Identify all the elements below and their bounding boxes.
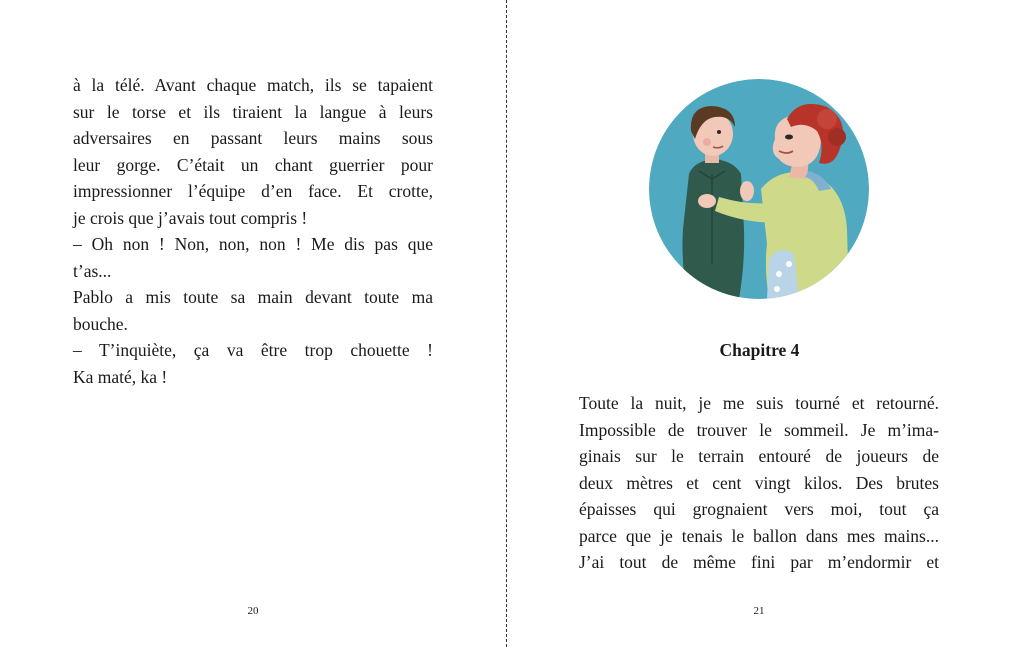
text-line: sur le torse et ils tiraient la langue à leurs — [73, 101, 433, 122]
page-divider — [506, 0, 507, 647]
text-line: Ka maté, ka ! — [73, 366, 168, 387]
text-line: ginais sur le terrain entouré de joueurs de — [579, 446, 939, 466]
text-line: à la télé. Avant chaque match, ils se tapaient — [73, 75, 433, 95]
text-line: épaisses qui grognaient vers moi, tout ça — [579, 499, 939, 519]
text-line: Toute la nuit, je me suis tourné et retourné. — [579, 393, 939, 413]
chapter-title: Chapitre 4 — [719, 340, 800, 360]
text-line: je crois que j’avais tout compris ! — [73, 207, 308, 228]
right-page — [508, 0, 1011, 647]
text-line: impressionner l’équipe d’en face. Et crotte, — [73, 181, 433, 201]
text-line: J’ai tout de même fini par m’endormir et — [579, 552, 939, 572]
text-line: bouche. — [73, 313, 128, 334]
text-line: – T’inquiète, ça va être trop chouette ! — [73, 340, 433, 360]
woman-hand — [698, 194, 716, 208]
text-line: t’as... — [73, 260, 112, 281]
text-line: deux mètres et cent vingt kilos. Des brutes — [579, 472, 939, 493]
text-line: parce que je tenais le ballon dans mes mains... — [579, 525, 939, 546]
text-line: adversaires en passant leurs mains sous — [73, 128, 433, 148]
page-number: 21 — [753, 605, 765, 617]
boy-jacket — [683, 159, 745, 299]
left-page-text — [73, 72, 433, 390]
text-line: leur gorge. C’était un chant guerrier pour — [73, 154, 433, 175]
text-line: – Oh non ! Non, non, non ! Me dis pas que — [73, 234, 433, 254]
text-line: Pablo a mis toute sa main devant toute ma — [73, 287, 433, 307]
text-line: Impossible de trouver le sommeil. Je m’ima- — [579, 419, 939, 440]
page-number: 20 — [247, 605, 259, 617]
chapter-illustration — [649, 79, 869, 299]
right-page-text — [579, 390, 939, 576]
